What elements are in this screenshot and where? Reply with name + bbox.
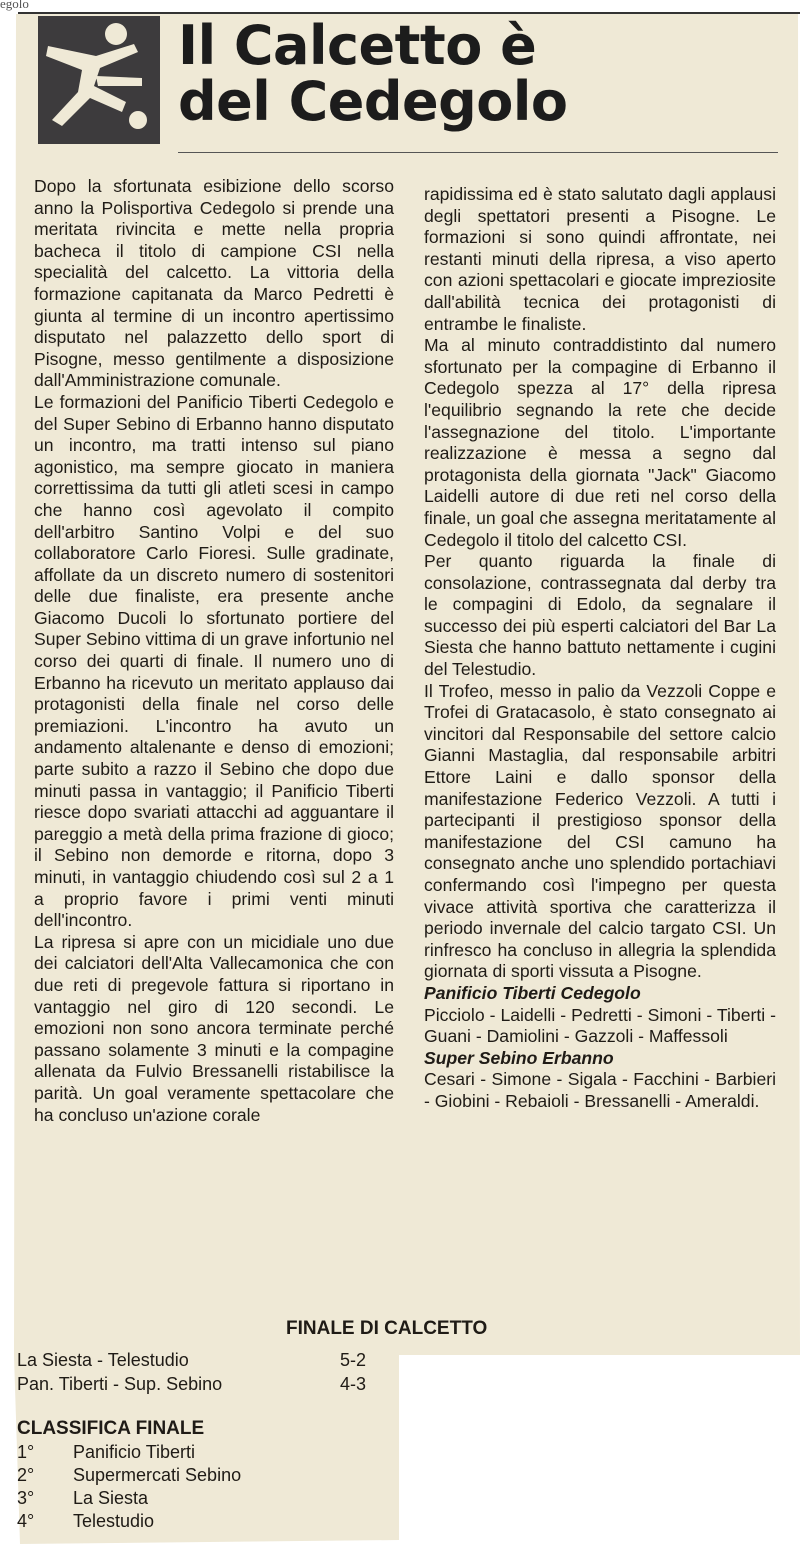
result-match: Pan. Tiberti - Sup. Sebino [17,1374,223,1394]
paragraph: Ma al minuto contraddistinto dal numero sfortunato per la compagine di Erbanno il Cedegolo spezza al 17° della ripresa l'equilibrio segnando la rete che decide l'assegnazione del titolo. L'importante realizzazione è messa a segno dal protagonista della giornata "Jack" Giacomo Laidelli autore di due reti nel corso della finale, un goal che assegna meritatamente al Cedegolo il titolo del calcetto CSI. [424,335,776,550]
paragraph: Per quanto riguarda la finale di consolazione, contrassegnata dal derby tra le compagini di Edolo, da segnalare il successo dei più esperti calciatori del Bar La Siesta che hanno battuto nettamente i cugini del Telestudio. [424,551,776,680]
paragraph: Dopo la sfortunata esibizione dello scorso anno la Polisportiva Cedegolo si prende una meritata rivincita e mette nella propria bacheca il titolo di campione CSI nella specialità del calcetto. La vittoria della formazione capitanata da Marco Pedretti è giunta al termine di un incontro apertissimo disputato nel palazzetto dello sport di Pisogne, messo gentilmente a disposizione dall'Amministrazione comunale. [34,176,394,391]
standings-position: 3° [17,1488,35,1508]
team-lineup: Picciolo - Laidelli - Pedretti - Simoni - Tiberti - Guani - Damiolini - Gazzoli - Maffessoli [424,1004,776,1047]
paragraph: Le formazioni del Panificio Tiberti Cedegolo e del Super Sebino di Erbanno hanno disputato un incontro, ma tratti intenso sul piano agonistico, ma sempre giocato in maniera correttissima da tutti gli atleti scesi in campo che hanno così agevolato il compito dell'arbitro Santino Volpi e del suo collaboratore Carlo Fioresi. Sulle gradinate, affollate da un discreto numero di sostenitori delle due finaliste, era presente anche Giacomo Ducoli lo sfortunato portiere del Super Sebino vittima di un grave infortunio nel corso dei quarti di finale. Il numero uno di Erbanno ha ricevuto un meritato applauso dai protagonisti della finale nel corso delle premiazioni. L'incontro ha avuto un andamento altalenante e denso di emozioni; parte subito a razzo il Sebino che dopo due minuti passa in vantaggio; il Panificio Tiberti riesce dopo svariati attacchi ad agguantare il pareggio a metà della prima frazione di gioco; il Sebino non demorde e ritorna, dopo 3 minuti, in vantaggio chiudendo così sul 2 a 1 a proprio favore i primi venti minuti dell'incontro. [34,391,394,931]
standings-position: 4° [17,1511,35,1531]
standings-team: Telestudio [73,1511,155,1531]
standings-title: CLASSIFICA FINALE [17,1418,205,1439]
standings-team: Panificio Tiberti [73,1442,196,1462]
standings-position: 2° [17,1465,35,1485]
headline-line-2: del Cedegolo [178,70,568,133]
standings-row [17,1464,241,1486]
standings-row [17,1487,148,1509]
headline-line-1: Il Calcetto è [178,14,537,77]
paragraph: rapidissima ed è stato salutato dagli applausi degli spettatori presenti a Pisogne. Le formazioni si sono quindi affrontate, nei restanti minuti della ripresa, a viso aperto con azioni spettacolari e giocate impreziosite dall'abilità tecnica dei protagonisti di entrambe le finaliste. [424,184,776,334]
article-headline [178,14,778,133]
cut-header-text: egolo [0,0,29,11]
results-title: FINALE DI CALCETTO [286,1318,488,1339]
standings-position: 1° [17,1442,35,1462]
standings-row [17,1441,195,1463]
result-score: 5-2 [340,1350,367,1370]
result-score: 4-3 [340,1374,367,1394]
standings-team: La Siesta [73,1488,149,1508]
team-title: Super Sebino Erbanno [424,1047,614,1068]
standings-row [17,1510,154,1532]
headline-rule [178,152,778,153]
soccer-player-icon [38,16,160,144]
paragraph: La ripresa si apre con un micidiale uno due dei calciatori dell'Alta Vallecamonica che con due reti di pregevole fattura si riportano in vantaggio nel giro di 120 secondi. Le emozioni non sono ancora terminate perché passano solamente 3 minuti e la compagine allenata da Fulvio Bressanelli ristabilisce la parità. Un goal veramente spettacolare che ha concluso un'azione corale [34,931,394,1125]
standings-team: Supermercati Sebino [73,1465,242,1485]
team-title: Panificio Tiberti Cedegolo [424,982,641,1003]
team-lineup: Cesari - Simone - Sigala - Facchini - Barbieri - Giobini - Rebaioli - Bressanelli - Ameraldi. [424,1069,776,1111]
result-match: La Siesta - Telestudio [17,1350,189,1370]
paragraph: Il Trofeo, messo in palio da Vezzoli Coppe e Trofei di Gratacasolo, è stato consegnato ai vincitori dal Responsabile del settore calcio Gianni Mastaglia, dal responsabile arbitri Ettore Laini e dallo sponsor della manifestazione Federico Vezzoli. A tutti i partecipanti il prestigioso sponsor della manifestazione del CSI camuno ha consegnato anche uno splendido portachiavi confermando così l'impegno per questa vivace attività sportiva che caratterizza il periodo invernale del calcio targato CSI. Un rinfresco ha concluso in allegria la splendida giornata di sporti vissuta a Pisogne. [424,680,776,982]
article-column-left [34,176,394,1126]
article-column-right [424,184,776,1113]
